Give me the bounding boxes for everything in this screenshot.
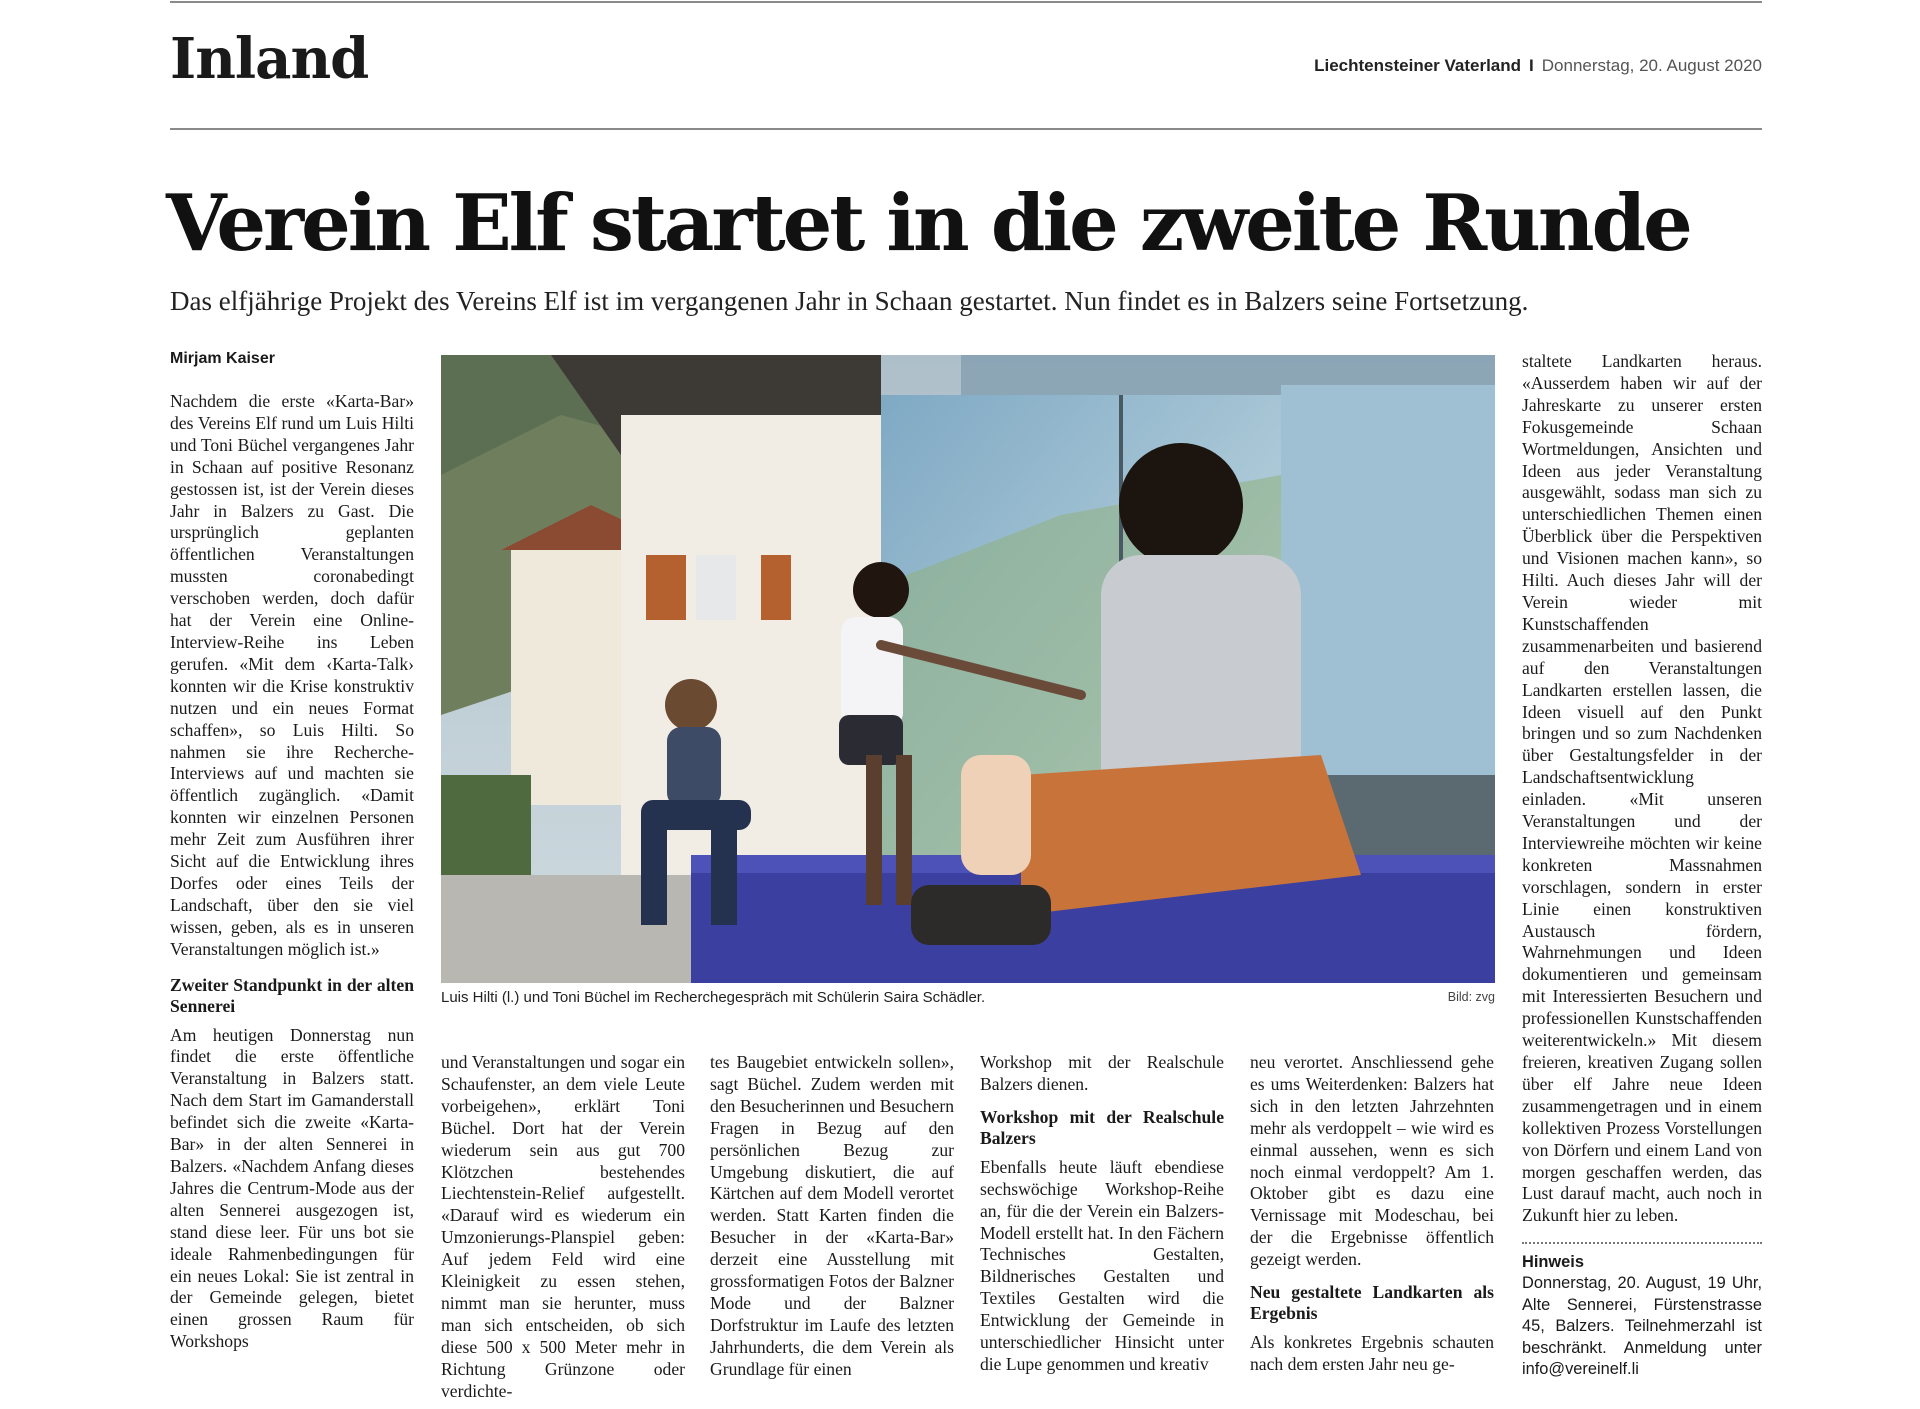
header-rule (170, 128, 1762, 130)
text-column-6 (1522, 351, 1762, 1227)
publication-name: Liechtensteiner Vaterland (1314, 56, 1522, 75)
caption-text: Luis Hilti (l.) und Toni Büchel im Recherchegespräch mit Schülerin Saira Schädler. (441, 989, 986, 1006)
info-box-text: Donnerstag, 20. August, 19 Uhr, Alte Sennerei, Fürstenstrasse 45, Balzers. Teilnehmerzahl ist beschränkt. Anmeldung unter info@vereinelf.li (1522, 1274, 1762, 1379)
paragraph: Als konkretes Ergebnis schauten nach dem ersten Jahr neu ge- (1250, 1332, 1494, 1374)
text-column-5 (1250, 1052, 1494, 1376)
note-divider (1522, 1242, 1762, 1244)
masthead-separator: I (1529, 56, 1534, 75)
photo-credit: Bild: zvg (1447, 990, 1495, 1004)
paragraph: staltete Landkarten heraus. «Ausserdem haben wir auf der Jahreskarte zu unserer ersten Fokusgemeinde Schaan Wortmeldungen, Ansichten und Ideen aus jeder Veranstaltung ausgewählt, sodass man sich zu unterschiedlichen Themen einen Überblick über die Perspektiven und Visionen machen kann», so Hilti. Auch dieses Jahr will der Verein wieder mit Kunstschaffenden zusammenarbeiten und basierend auf den Veranstaltungen Landkarten erstellen lassen, die Ideen visuell auf den Punkt bringen und so zum Nachdenken über Gestaltungsfelder in der Landschaftsentwicklung einladen. «Mit unseren Veranstaltungen und der Interviewreihe möchten wir keine konkreten Massnahmen vorschlagen, sondern in erster Linie einen konstruktiven Austausch fördern, Wahrnehmungen und Ideen dokumentieren und gemeinsam mit Interessierten Besuchern und professionellen Kunstschaffenden weiterentwickeln.» Mit diesem freieren, kreativen Zugang sollen über elf Jahre neue Ideen zusammengetragen und in einem kollektiven Prozess Vorstellungen von Dörfern und einem Land von morgen geschaffen werden, das Lust darauf macht, auch noch in Zukunft hier zu leben. (1522, 351, 1762, 1226)
photo-caption (441, 989, 1495, 1006)
info-box (1522, 1252, 1762, 1380)
subheading: Zweiter Standpunkt in der alten Sennerei (170, 974, 414, 1016)
paragraph: tes Baugebiet entwickeln sollen», sagt Büchel. Zudem werden mit den Besucherinnen und Besuchern Fragen in Bezug auf den persönlichen Bezug zur Umgebung diskutiert, die auf Kärtchen auf dem Modell verortet werden. Statt Karten finden die Besucher in der «Karta-Bar» derzeit eine Ausstellung mit grossformatigen Fotos der Balzner Mode und der Balzner Dorfstruktur im Laufe des letzten Jahrhunderts, die dem Verein als Grundlage für einen (710, 1052, 954, 1379)
paragraph: neu verortet. Anschliessend gehe es ums Weiterdenken: Balzers hat sich in den letzten Jahrzehnten mehr als verdoppelt – wie wird es einmal aussehen, wenn es sich noch einmal verdoppelt? Am 1. Oktober gibt es dazu eine Vernissage mit Modeschau, bei der die Ergebnisse öffentlich gezeigt werden. (1250, 1052, 1494, 1270)
text-column-2 (441, 1052, 685, 1403)
paragraph: Workshop mit der Realschule Balzers dienen. (980, 1052, 1224, 1094)
photo-illustration (441, 355, 1495, 983)
paragraph: und Veranstaltungen und sogar ein Schaufenster, an dem viele Leute vorbeigehen», erklärt Toni Büchel. Dort hat der Verein wiederum sein aus gut 700 Klötzchen bestehendes Liechtenstein-Relief aufgestellt. «Darauf wird es wiederum ein Umzonierungs-Planspiel geben: Auf jedem Feld wird eine Kleinigkeit zu essen stehen, nimmt man sie herunter, muss man sich entscheiden, ob sich diese 500 x 500 Meter mehr in Richtung Grünzone oder verdichte- (441, 1052, 685, 1401)
info-box-heading: Hinweis (1522, 1253, 1584, 1271)
masthead (1314, 56, 1762, 76)
article-headline: Verein Elf startet in die zweite Runde (166, 178, 1690, 269)
paragraph: Ebenfalls heute läuft ebendiese sechswöchige Workshop-Reihe an, für die der Verein ein Balzers-Modell erstellt hat. In den Fächern Technisches Gestalten, Bildnerisches Gestalten und Textiles Gestalten wird die Entwicklung der Gemeinde in unterschiedlicher Hinsicht unter die Lupe genommen und kreativ (980, 1156, 1224, 1374)
paragraph: Nachdem die erste «Karta-Bar» des Vereins Elf rund um Luis Hilti und Toni Büchel vergangenes Jahr in Schaan auf positive Resonanz gestossen ist, ist der Verein dieses Jahr in Balzers zu Gast. Die ursprünglich geplanten öffentlichen Veranstaltungen mussten coronabedingt verschoben werden, doch dafür hat der Verein eine Online-Interview-Reihe ins Leben gerufen. «Mit dem ‹Karta-Talk› konnten wir die Krise konstruktiv nutzen und ein neues Format schaffen», so Luis Hilti. So nahmen sie ihre Recherche-Interviews auf und machten sie öffentlich zugänglich. «Damit konnten wir einzelnen Personen mehr Zeit zum Ausführen ihrer Sicht auf die Entwicklung ihres Dorfes oder eines Teils der Landschaft, über den sie viel wissen, geben, als es in unseren Veranstaltungen möglich ist.» (170, 391, 414, 959)
article-photo (441, 355, 1495, 983)
subheading: Workshop mit der Realschule Balzers (980, 1106, 1224, 1148)
text-column-3 (710, 1052, 954, 1381)
section-title: Inland (170, 26, 369, 92)
text-column-4 (980, 1052, 1224, 1376)
top-rule (170, 1, 1762, 3)
publication-date: Donnerstag, 20. August 2020 (1541, 56, 1762, 75)
subheading: Neu gestaltete Landkarten als Ergebnis (1250, 1282, 1494, 1324)
paragraph: Am heutigen Donnerstag nun findet die erste öffentliche Veranstaltung in Balzers statt. Nach dem Start im Gamanderstall befindet sich die zweite «Karta-Bar» in der alten Sennerei in Balzers. «Nachdem Anfang dieses Jahres die Centrum-Mode aus der alten Sennerei ausgezogen ist, stand diese leer. Für uns bot sie ideale Rahmenbedingungen für ein neues Lokal: Sie ist zentral in der Gemeinde gelegen, bietet einen grossen Raum für Workshops (170, 1024, 414, 1352)
text-column-1 (170, 391, 414, 1353)
article-lead: Das elfjährige Projekt des Vereins Elf ist im vergangenen Jahr in Schaan gestartet. Nun findet es in Balzers seine Fortsetzung. (170, 286, 1529, 316)
byline: Mirjam Kaiser (170, 350, 275, 367)
